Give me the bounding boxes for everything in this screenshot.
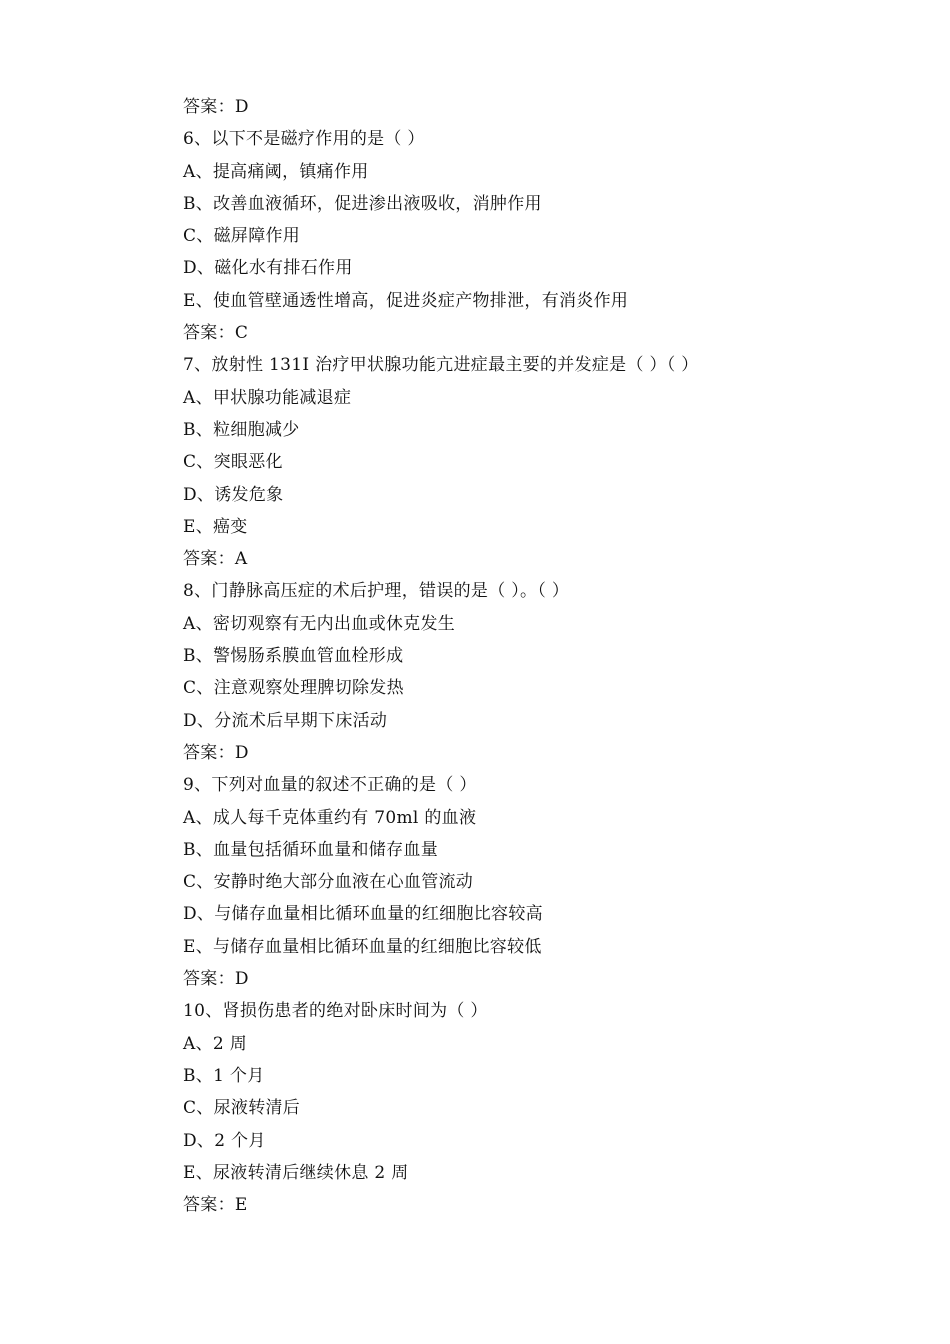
question-10-stem: 10、肾损伤患者的绝对卧床时间为（ ） [183, 1001, 488, 1022]
question-8-option-a: A、密切观察有无内出血或休克发生 [183, 613, 456, 634]
question-7-option-c: C、突眼恶化 [183, 452, 283, 473]
question-7-stem: 7、放射性 131I 治疗甲状腺功能亢进症最主要的并发症是（ ）（ ） [183, 355, 699, 376]
question-9-option-c: C、安静时绝大部分血液在心血管流动 [183, 872, 474, 893]
question-8-option-c: C、注意观察处理脾切除发热 [183, 678, 404, 699]
question-6-option-a: A、提高痛阈，镇痛作用 [183, 161, 369, 182]
question-6-stem: 6、以下不是磁疗作用的是（ ） [183, 129, 425, 150]
question-6-option-e: E、使血管壁通透性增高，促进炎症产物排泄，有消炎作用 [183, 290, 629, 311]
question-10-option-a: A、2 周 [183, 1033, 247, 1054]
question-8-option-b: B、警惕肠系膜血管血栓形成 [183, 646, 404, 667]
question-7-option-a: A、甲状腺功能减退症 [183, 387, 352, 408]
question-7-option-d: D、诱发危象 [183, 484, 284, 505]
answer-line-q7: 答案：A [183, 549, 248, 570]
question-8-option-d: D、分流术后早期下床活动 [183, 710, 388, 731]
question-7-option-b: B、粒细胞减少 [183, 419, 300, 440]
question-9-option-d: D、与储存血量相比循环血量的红细胞比容较高 [183, 904, 543, 925]
question-7-option-e: E、癌变 [183, 516, 248, 537]
question-6-option-b: B、改善血液循环，促进渗出液吸收，消肿作用 [183, 193, 542, 214]
question-8-stem: 8、门静脉高压症的术后护理，错误的是（ ）。（ ） [183, 581, 570, 602]
question-10-option-d: D、2 个月 [183, 1130, 266, 1151]
answer-line-q9: 答案：D [183, 969, 249, 990]
answer-line-q5: 答案：D [183, 97, 249, 117]
question-6-option-c: C、磁屏障作用 [183, 226, 301, 247]
answer-line-q6: 答案：C [183, 323, 249, 344]
question-9-option-b: B、血量包括循环血量和储存血量 [183, 839, 438, 860]
question-10-option-b: B、1 个月 [183, 1065, 265, 1086]
answer-line-q8: 答案：D [183, 742, 249, 763]
question-list [183, 91, 883, 1221]
question-9-stem: 9、下列对血量的叙述不正确的是（ ） [183, 775, 477, 796]
question-10-option-c: C、尿液转清后 [183, 1098, 301, 1119]
answer-line-q10: 答案：E [183, 1195, 248, 1216]
question-9-option-e: E、与储存血量相比循环血量的红细胞比容较低 [183, 936, 542, 957]
question-10-option-e: E、尿液转清后继续休息 2 周 [183, 1162, 409, 1183]
question-6-option-d: D、磁化水有排石作用 [183, 258, 353, 279]
question-9-option-a: A、成人每千克体重约有 70ml 的血液 [183, 807, 477, 828]
